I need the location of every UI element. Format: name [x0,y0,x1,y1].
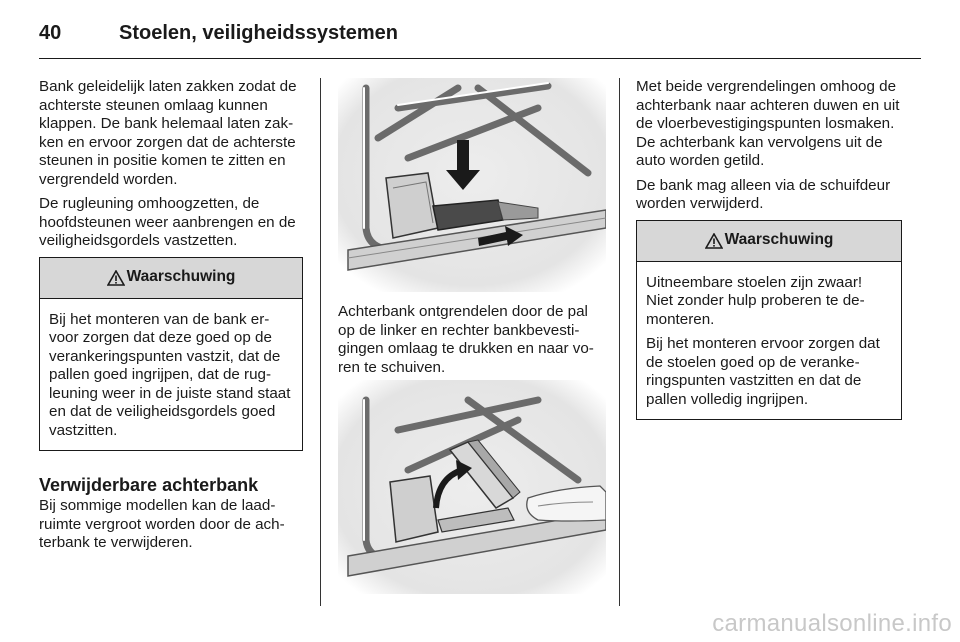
illustration-caption: Achterbank ontgrendelen door de pal op de linker en rechter bankbevestigingen omlaag te drukken en naar voren te schuiven. [338,303,594,376]
illustration-release-latch [338,78,606,292]
warning-body [40,299,302,451]
page-number: 40 [39,22,62,44]
right-paragraph-1: Met beide vergrendelingen omhoog de achterbank naar achteren duwen en uit de vloerbevestigingspunten losmaken. De achterbank kan vervolgens uit de auto worden getild. [636,78,900,169]
warning-header [40,258,302,299]
warning-box-right [636,220,902,421]
left-paragraph-3: Bij sommige modellen kan de laadruimte vergroot worden door de achterbank te verwijderen. [39,497,285,551]
right-paragraph-2: De bank mag alleen via de schuifdeur worden verwijderd. [636,176,891,212]
left-column [39,78,303,559]
left-paragraph-2: De rugleuning omhoogzetten, de hoofdsteunen weer aanbrengen en de veiligheidsgordels vastzetten. [39,195,296,249]
page-title: Stoelen, veiligheidssystemen [119,22,398,44]
warning-label: Waarschuwing [724,231,834,249]
warning-body [637,262,901,420]
right-column [636,78,902,420]
warning-text: Bij het monteren van de bank ervoor zorgen dat deze goed op de verankeringspunten vastzit, dat de pallen goed ingrijpen, dat de rugleuning weer in de juiste stand staat en dat de veiligheidsgordels goed vastzitten. [49,310,291,439]
section-heading: Verwijderbare achterbank [39,475,259,495]
column-divider-left [320,78,321,606]
warning-box-left [39,257,303,452]
watermark: carmanualsonline.info [712,610,952,637]
left-paragraph-1: Bank geleidelijk laten zakken zodat de achterste steunen omlaag kunnen klappen. De bank helemaal laten zakken en ervoor zorgen dat de achterste steunen in positie komen te zitten en vergrendeld worden. [39,78,297,188]
warning-text-2: Bij het monteren ervoor zorgen dat de stoelen goed op de verankeringspunten vastzitten en dat de pallen volledig ingrijpen. [646,335,880,408]
warning-triangle-icon [107,270,125,286]
warning-text-1: Uitneembare stoelen zijn zwaar! Niet zonder hulp proberen te demonteren. [646,273,865,328]
illustration-lift-latch [338,380,606,594]
warning-header [637,221,901,262]
warning-triangle-icon [705,233,723,249]
warning-label: Waarschuwing [126,268,236,286]
column-divider-right [619,78,620,606]
page-header [39,18,921,59]
